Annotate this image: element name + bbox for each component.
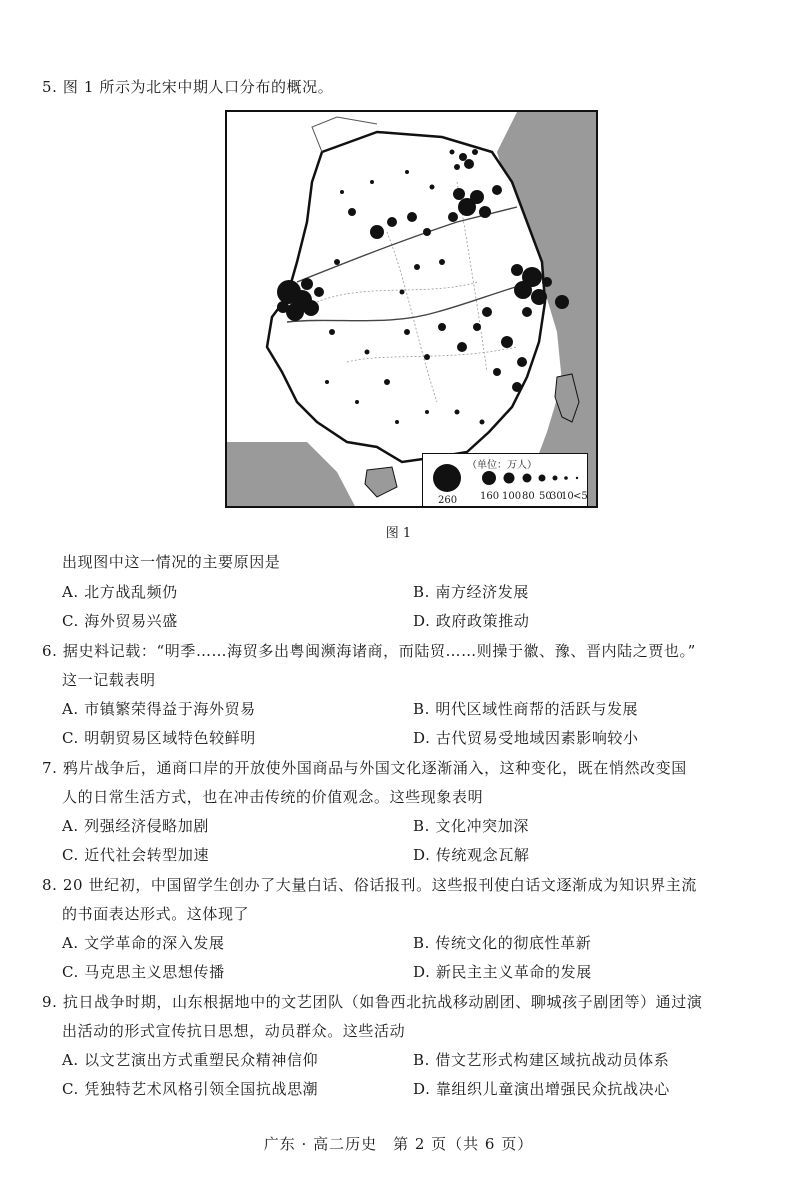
q6-option-b[interactable]: B. 明代区域性商帮的活跃与发展: [413, 700, 639, 718]
legend-unit: （单位：万人）: [467, 460, 537, 471]
q7-option-c[interactable]: C. 近代社会转型加速: [62, 846, 210, 864]
q9-option-b[interactable]: B. 借文艺形式构建区域抗战动员体系: [413, 1051, 670, 1069]
q6-option-c[interactable]: C. 明朝贸易区域特色较鲜明: [62, 729, 256, 747]
q6-stem-line2: 这一记载表明: [62, 671, 156, 689]
q7-stem-line2: 人的日常生活方式，也在冲击传统的价值观念。这些现象表明: [62, 788, 484, 806]
q5-question: 出现图中这一情况的主要原因是: [62, 553, 281, 571]
figure-caption: 图 1: [385, 526, 412, 541]
map-legend: [422, 453, 588, 507]
q9-stem-line1: 9. 抗日战争时期，山东根据地中的文艺团队（如鲁西北抗战移动剧团、聊城孩子剧团等）通过演: [42, 993, 703, 1011]
population-map: [227, 112, 598, 508]
q8-option-d[interactable]: D. 新民主主义革命的发展: [413, 963, 592, 981]
q7-option-b[interactable]: B. 文化冲突加深: [413, 817, 529, 835]
q6-stem-line1: 6. 据史料记载：“明季……海贸多出粤闽濒海诸商，而陆贸……则操于徽、豫、晋内陆之贾也。”: [42, 642, 696, 660]
q5-option-c[interactable]: C. 海外贸易兴盛: [62, 612, 178, 630]
q5-option-a[interactable]: A. 北方战乱频仍: [62, 583, 178, 601]
legend-label: 80: [522, 491, 535, 502]
legend-label: 100: [502, 491, 522, 502]
legend-label: 160: [480, 491, 500, 502]
q5-option-b[interactable]: B. 南方经济发展: [413, 583, 529, 601]
q9-option-d[interactable]: D. 靠组织儿童演出增强民众抗战决心: [413, 1080, 670, 1098]
q8-stem-line1: 8. 20 世纪初，中国留学生创办了大量白话、俗话报刊。这些报刊使白话文逐渐成为知识界主流: [42, 876, 697, 894]
page-footer: 广东 · 高二历史 第 2 页（共 6 页）: [263, 1135, 534, 1153]
q5-stem: 5. 图 1 所示为北宋中期人口分布的概况。: [42, 78, 334, 96]
legend-label: 30: [550, 491, 563, 502]
legend-label: 50: [539, 491, 552, 502]
population-map-figure: [225, 110, 598, 508]
q8-stem-line2: 的书面表达形式。这体现了: [62, 905, 250, 923]
q8-option-b[interactable]: B. 传统文化的彻底性革新: [413, 934, 592, 952]
q7-stem-line1: 7. 鸦片战争后，通商口岸的开放使外国商品与外国文化逐渐涌入，这种变化，既在悄然改变国: [42, 759, 687, 777]
legend-label: 260: [438, 495, 458, 506]
q7-option-d[interactable]: D. 传统观念瓦解: [413, 846, 530, 864]
legend-label: <5: [573, 491, 588, 502]
legend-label: 10: [561, 491, 574, 502]
q9-stem-line2: 出活动的形式宣传抗日思想，动员群众。这些活动: [62, 1022, 406, 1040]
q8-option-c[interactable]: C. 马克思主义思想传播: [62, 963, 225, 981]
q8-option-a[interactable]: A. 文学革命的深入发展: [62, 934, 225, 952]
q6-option-d[interactable]: D. 古代贸易受地域因素影响较小: [413, 729, 639, 747]
q5-option-d[interactable]: D. 政府政策推动: [413, 612, 530, 630]
q9-option-c[interactable]: C. 凭独特艺术风格引领全国抗战思潮: [62, 1080, 319, 1098]
q9-option-a[interactable]: A. 以文艺演出方式重塑民众精神信仰: [62, 1051, 319, 1069]
q6-option-a[interactable]: A. 市镇繁荣得益于海外贸易: [62, 700, 256, 718]
q7-option-a[interactable]: A. 列强经济侵略加剧: [62, 817, 209, 835]
